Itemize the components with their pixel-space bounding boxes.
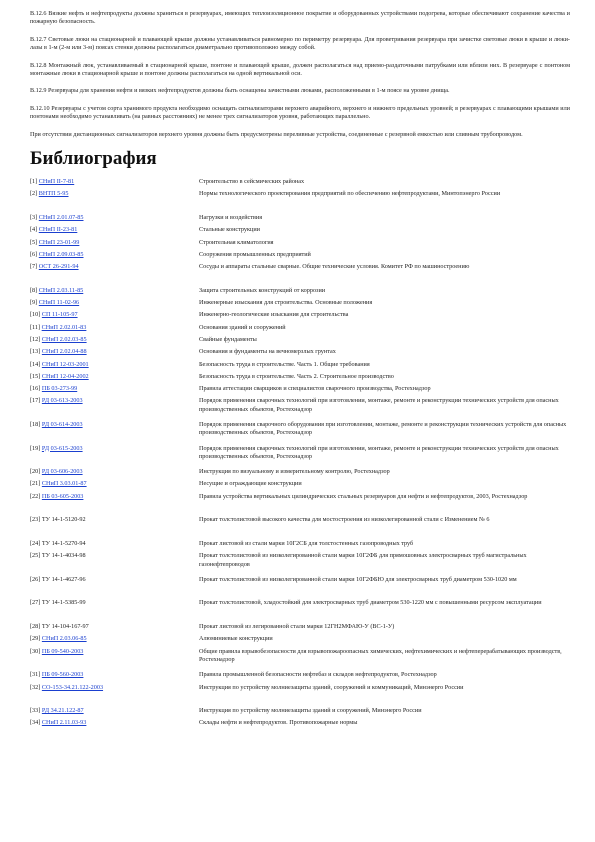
bibliography-description: Общие правила взрывобезопасности для взрывопожароопасных химических, нефтехимических и нефтеперерабатывающих производств, Ростехнадзор — [199, 647, 562, 664]
document-code-link[interactable]: ПБ 03-273-99 — [41, 385, 78, 393]
bibliography-description: Строительство в сейсмических районах — [199, 178, 305, 186]
document-code: ТУ 14-1-4034-98 — [41, 552, 86, 560]
bibliography-row — [30, 397, 570, 421]
bibliography-ref-cell — [30, 348, 199, 360]
document-code-link[interactable]: СНиП 2.01.07-85 — [38, 213, 84, 221]
bibliography-description: Правила промышленной безопасности нефтебаз и складов нефтепродуктов, Ростехнадзор — [199, 671, 437, 679]
bibliography-description: Инженерные изыскания для строительства. Основные положения — [199, 299, 373, 307]
document-code-link[interactable]: РД 03-606-2003 — [41, 468, 83, 476]
bibliography-number: [24] — [30, 539, 41, 547]
bibliography-description: Прокат толстолистовой, хладостойкий для электросварных труб диаметром 530-1220 мм с повышенными ресурсом эксплуатации — [199, 599, 542, 607]
bibliography-description: Свайные фундаменты — [199, 335, 257, 343]
bibliography-description: Стальные конструкции — [199, 226, 260, 234]
document-code-link[interactable]: СНиП 2.02.03-85 — [41, 335, 87, 343]
bibliography-row — [30, 493, 570, 517]
bibliography-number: [17] — [30, 397, 41, 405]
document-code-link[interactable]: РД 03-615-2003 — [41, 444, 83, 452]
bibliography-description: Инструкция по визуальному и измерительному контролю, Ростехнадзор — [199, 468, 390, 476]
bibliography-ref-cell — [30, 480, 199, 492]
bibliography-number: [12] — [30, 335, 41, 343]
bibliography-number: [28] — [30, 623, 41, 631]
document-code-link[interactable]: СНиП 3.03.01-87 — [41, 480, 87, 488]
bibliography-description: Нормы технологического проектирования предприятий по обеспечению нефтепродуктами, Минтопэнерго России — [199, 190, 501, 198]
clauses-section — [30, 10, 570, 139]
bibliography-ref-cell — [30, 239, 199, 251]
bibliography-number: [5] — [30, 238, 38, 246]
bibliography-number: [31] — [30, 671, 41, 679]
bibliography-ref-cell — [30, 287, 199, 299]
bibliography-number: [21] — [30, 480, 41, 488]
bibliography-ref-cell — [30, 599, 199, 623]
bibliography-number: [15] — [30, 372, 41, 380]
document-code-link[interactable]: СНиП 2.09.03-85 — [38, 250, 84, 258]
bibliography-number: [16] — [30, 385, 41, 393]
bibliography-description: Порядок применения сварочных технологий при изготовлении, монтаже, ремонте и реконструкции технических устройств для опасных производственных объектов, Ростехнадзор — [199, 444, 559, 460]
bibliography-ref-cell — [30, 552, 199, 576]
bibliography-number: [10] — [30, 311, 41, 319]
bibliography-row — [30, 540, 570, 552]
bibliography-row — [30, 190, 570, 214]
bibliography-description: Прокат листовой из стали марки 10Г2СБ для толстостенных газопроводных труб — [199, 539, 414, 547]
bibliography-number: [11] — [30, 323, 41, 331]
bibliography-ref-cell — [30, 336, 199, 348]
bibliography-row — [30, 263, 570, 287]
document-code: ТУ 14-1-4627-96 — [41, 575, 86, 583]
bibliography-description: Порядок применения сварочных технологий при изготовлении, монтаже, ремонте и реконструкции технических устройств для опасных производственных объектов, Ростехнадзор — [199, 397, 559, 413]
bibliography-row — [30, 239, 570, 251]
document-code-link[interactable]: ВНТП 5-95 — [38, 190, 69, 198]
bibliography-row — [30, 684, 570, 708]
bibliography-ref-cell — [30, 397, 199, 421]
clause-paragraph: В.12.8 Монтажный люк, устанавливаемый в стационарной крыше, понтоне и плавающей крыше, должен располагаться над приемо-раздаточными патрубками или вблизи них. В резервуаре с понтоном монтажные люки в стационарной крыше и понтоне должны располагаться на одной вертикальной оси. — [30, 61, 570, 78]
bibliography-number: [1] — [30, 178, 38, 186]
bibliography-row — [30, 552, 570, 576]
bibliography-number: [13] — [30, 348, 41, 356]
bibliography-number: [25] — [30, 552, 41, 560]
bibliography-description: Инструкция по устройству молниезащиты зданий и сооружений, Минэнерго России — [199, 707, 422, 715]
bibliography-number: [22] — [30, 492, 41, 500]
bibliography-ref-cell — [30, 684, 199, 708]
document-code-link[interactable]: РД 34.21.122-87 — [41, 707, 84, 715]
bibliography-description: Склады нефти и нефтепродуктов. Противопожарные нормы — [199, 719, 358, 727]
bibliography-row — [30, 648, 570, 672]
bibliography-description: Инженерно-геологические изыскания для строительства — [199, 311, 349, 319]
bibliography-row — [30, 671, 570, 683]
bibliography-description: Инструкция по устройству молниезащиты зданий, сооружений и коммуникаций, Минэнерго России — [199, 683, 464, 691]
bibliography-number: [3] — [30, 213, 38, 221]
bibliography-heading: Библиография — [30, 148, 157, 170]
bibliography-row — [30, 576, 570, 600]
document-code-link[interactable]: СНиП 2.03.06-85 — [41, 635, 87, 643]
bibliography-row — [30, 719, 570, 731]
bibliography-number: [7] — [30, 263, 38, 271]
bibliography-number: [8] — [30, 286, 38, 294]
document-code-link[interactable]: ПБ 09-560-2003 — [41, 671, 84, 679]
bibliography-number: [30] — [30, 647, 41, 655]
bibliography-description: Безопасность труда в строительстве. Часть 1. Общие требования — [199, 360, 370, 368]
document-code-link[interactable]: СНиП II-23-81 — [38, 226, 78, 234]
bibliography-ref-cell — [30, 178, 199, 190]
bibliography-number: [32] — [30, 683, 41, 691]
bibliography-row — [30, 311, 570, 323]
document-code-link[interactable]: СНиП 2.02.04-88 — [41, 348, 87, 356]
bibliography-number: [4] — [30, 226, 38, 234]
bibliography-row — [30, 178, 570, 190]
bibliography-row — [30, 468, 570, 480]
bibliography-row — [30, 421, 570, 445]
bibliography-number: [29] — [30, 635, 41, 643]
bibliography-ref-cell — [30, 214, 199, 226]
document-code: ТУ 14-1-5385-99 — [41, 599, 86, 607]
bibliography-row — [30, 251, 570, 263]
document-code-link[interactable]: СО-153-34.21.122-2003 — [41, 683, 104, 691]
bibliography-ref-cell — [30, 540, 199, 552]
bibliography-number: [6] — [30, 250, 38, 258]
bibliography-ref-cell — [30, 707, 199, 719]
document-code-link[interactable]: РД 03-614-2003 — [41, 421, 83, 428]
bibliography-row — [30, 445, 570, 469]
bibliography-description: Основания и фундаменты на вечномерзлых грунтах — [199, 348, 336, 356]
bibliography-ref-cell — [30, 516, 199, 540]
bibliography-ref-cell — [30, 493, 199, 517]
bibliography-row — [30, 623, 570, 635]
bibliography-row — [30, 385, 570, 397]
document-code-link[interactable]: ПБ 03-605-2003 — [41, 492, 84, 500]
bibliography-number: [26] — [30, 575, 41, 583]
bibliography-row — [30, 361, 570, 373]
bibliography-ref-cell — [30, 190, 199, 214]
bibliography-number: [18] — [30, 421, 41, 428]
bibliography-ref-cell — [30, 635, 199, 647]
bibliography-ref-cell — [30, 311, 199, 323]
bibliography-ref-cell — [30, 648, 199, 672]
bibliography-number: [27] — [30, 599, 41, 607]
bibliography-row — [30, 373, 570, 385]
bibliography-ref-cell — [30, 671, 199, 683]
bibliography-row — [30, 348, 570, 360]
bibliography-number: [23] — [30, 516, 41, 524]
bibliography-number: [34] — [30, 719, 41, 727]
bibliography-table — [30, 178, 570, 732]
bibliography-row — [30, 480, 570, 492]
document-code-link[interactable]: СНиП 2.02.01-83 — [41, 323, 87, 331]
bibliography-row — [30, 599, 570, 623]
document-code: ТУ 14-1-5120-92 — [41, 516, 86, 524]
bibliography-row — [30, 214, 570, 226]
bibliography-description: Прокат листовой из легированной стали марки 12ГН2МФАЮ-У (ВС-1-У) — [199, 623, 395, 631]
bibliography-description: Строительная климатология — [199, 238, 274, 246]
bibliography-row — [30, 336, 570, 348]
clause-paragraph: В.12.7 Световые люки на стационарной и плавающей крыше должны устанавливаться равномерно по периметру резервуара. Для проветривания резервуара при зачистке световые люки в крыше и люки-лазы в 1-м (2-м или 3-м) поясах стенки должны располагаться диаметрально противоположно между собой. — [30, 35, 570, 52]
bibliography-ref-cell — [30, 576, 199, 600]
bibliography-number: [19] — [30, 444, 41, 452]
clause-paragraph: При отсутствии дистанционных сигнализаторов верхнего уровня должны быть предусмотрены переливные устройства, соединенные с резервной емкостью или сливным трубопроводом. — [30, 130, 523, 138]
bibliography-description: Правила аттестации сварщиков и специалистов сварочного производства, Ростехнадзор — [199, 385, 431, 393]
bibliography-ref-cell — [30, 373, 199, 385]
bibliography-ref-cell — [30, 263, 199, 287]
bibliography-ref-cell — [30, 226, 199, 238]
bibliography-row — [30, 287, 570, 299]
clause-paragraph: В.12.10 Резервуары с учетом сорта хранимого продукта необходимо оснащать сигнализаторами верхнего аварийного, верхнего и нижнего предельных уровней; в резервуарах с плавающими крышами или понтонами необходимо устанавливать (на равных расстояниях) не менее трех сигнализаторов уровня, работающих параллельно. — [30, 104, 570, 121]
bibliography-description: Прокат толстолистовой из низколегированной стали марки 10Г2ФБЮ для электросварных труб диаметром 530-1020 мм — [199, 575, 517, 583]
bibliography-ref-cell — [30, 468, 199, 480]
document-code-link[interactable]: РД 03-613-2003 — [41, 397, 83, 405]
bibliography-number: [14] — [30, 360, 41, 368]
document-code-link[interactable]: СНиП 12-03-2001 — [41, 360, 89, 368]
bibliography-number: [20] — [30, 468, 41, 476]
document-code-link[interactable]: ПБ 09-540-2003 — [41, 647, 84, 655]
bibliography-ref-cell — [30, 385, 199, 397]
bibliography-ref-cell — [30, 445, 199, 469]
bibliography-description: Прокат толстолистовой высокого качества для мостостроения из низколегированной стали с Изменением № 6 — [199, 516, 490, 524]
bibliography-row — [30, 226, 570, 238]
document-code-link[interactable]: СНиП 2.11.03-93 — [41, 719, 87, 727]
bibliography-ref-cell — [30, 251, 199, 263]
bibliography-ref-cell — [30, 324, 199, 336]
bibliography-description: Порядок применения сварочного оборудования при изготовлении, монтаже, ремонте и реконструкции технических устройств для опасных производственных объектов, Ростехнадзор — [199, 421, 567, 437]
bibliography-ref-cell — [30, 719, 199, 731]
bibliography-description: Основания зданий и сооружений — [199, 323, 286, 331]
document-page — [30, 10, 570, 732]
bibliography-description: Безопасность труда в строительстве. Часть 2. Строительное производство — [199, 372, 394, 380]
document-code-link[interactable]: СНиП 11-02-96 — [38, 299, 80, 307]
bibliography-description: Нагрузки и воздействия — [199, 213, 263, 221]
document-code: ТУ 14-104-167-97 — [41, 623, 89, 631]
document-code-link[interactable]: СП 11-105-97 — [41, 311, 78, 319]
bibliography-description: Сосуды и аппараты стальные сварные. Общие технические условия. Комитет РФ по машиностроению — [199, 263, 470, 271]
document-code-link[interactable]: СНиП 2.03.11-85 — [38, 286, 84, 294]
document-code-link[interactable]: СНиП 23-01-99 — [38, 238, 80, 246]
bibliography-number: [33] — [30, 707, 41, 715]
bibliography-row — [30, 324, 570, 336]
document-code-link[interactable]: ОСТ 26-291-94 — [38, 263, 79, 271]
bibliography-row — [30, 635, 570, 647]
bibliography-description: Прокат толстолистовой из низколегированной стали марки 10Г2ФБ для прямошовных электросварных труб магистральных газонефтепроводов — [199, 552, 527, 568]
bibliography-row — [30, 707, 570, 719]
bibliography-number: [2] — [30, 190, 38, 198]
bibliography-ref-cell — [30, 421, 199, 445]
bibliography-row — [30, 516, 570, 540]
bibliography-ref-cell — [30, 361, 199, 373]
bibliography-number: [9] — [30, 299, 38, 307]
document-code: ТУ 14-1-5270-94 — [41, 539, 86, 547]
bibliography-description: Сооружения промышленных предприятий — [199, 250, 311, 258]
document-code-link[interactable]: СНиП 12-04-2002 — [41, 372, 89, 380]
bibliography-ref-cell — [30, 623, 199, 635]
bibliography-ref-cell — [30, 299, 199, 311]
bibliography-description: Защита строительных конструкций от коррозии — [199, 286, 326, 294]
bibliography-description: Алюминиевые конструкции — [199, 635, 273, 643]
bibliography-description: Несущие и ограждающие конструкции — [199, 480, 302, 488]
document-code-link[interactable]: СНиП II-7-81 — [38, 178, 75, 186]
clause-paragraph: В.12.9 Резервуары для хранения нефти и вязких нефтепродуктов должны быть оснащены зачистными люками, расположенными в 1-м поясе на уровне днища. — [30, 87, 450, 95]
bibliography-description: Правила устройства вертикальных цилиндрических стальных резервуаров для нефти и нефтепродуктов, 2003, Ростехнадзор — [199, 492, 528, 500]
bibliography-row — [30, 299, 570, 311]
clause-paragraph: В.12.6 Вязкие нефть и нефтепродукты должны храниться в резервуарах, имеющих теплоизоляционное покрытие и оборудованных устройствами подогрева, которые обеспечивают сохранение качества и пожарную безопасность. — [30, 10, 570, 26]
